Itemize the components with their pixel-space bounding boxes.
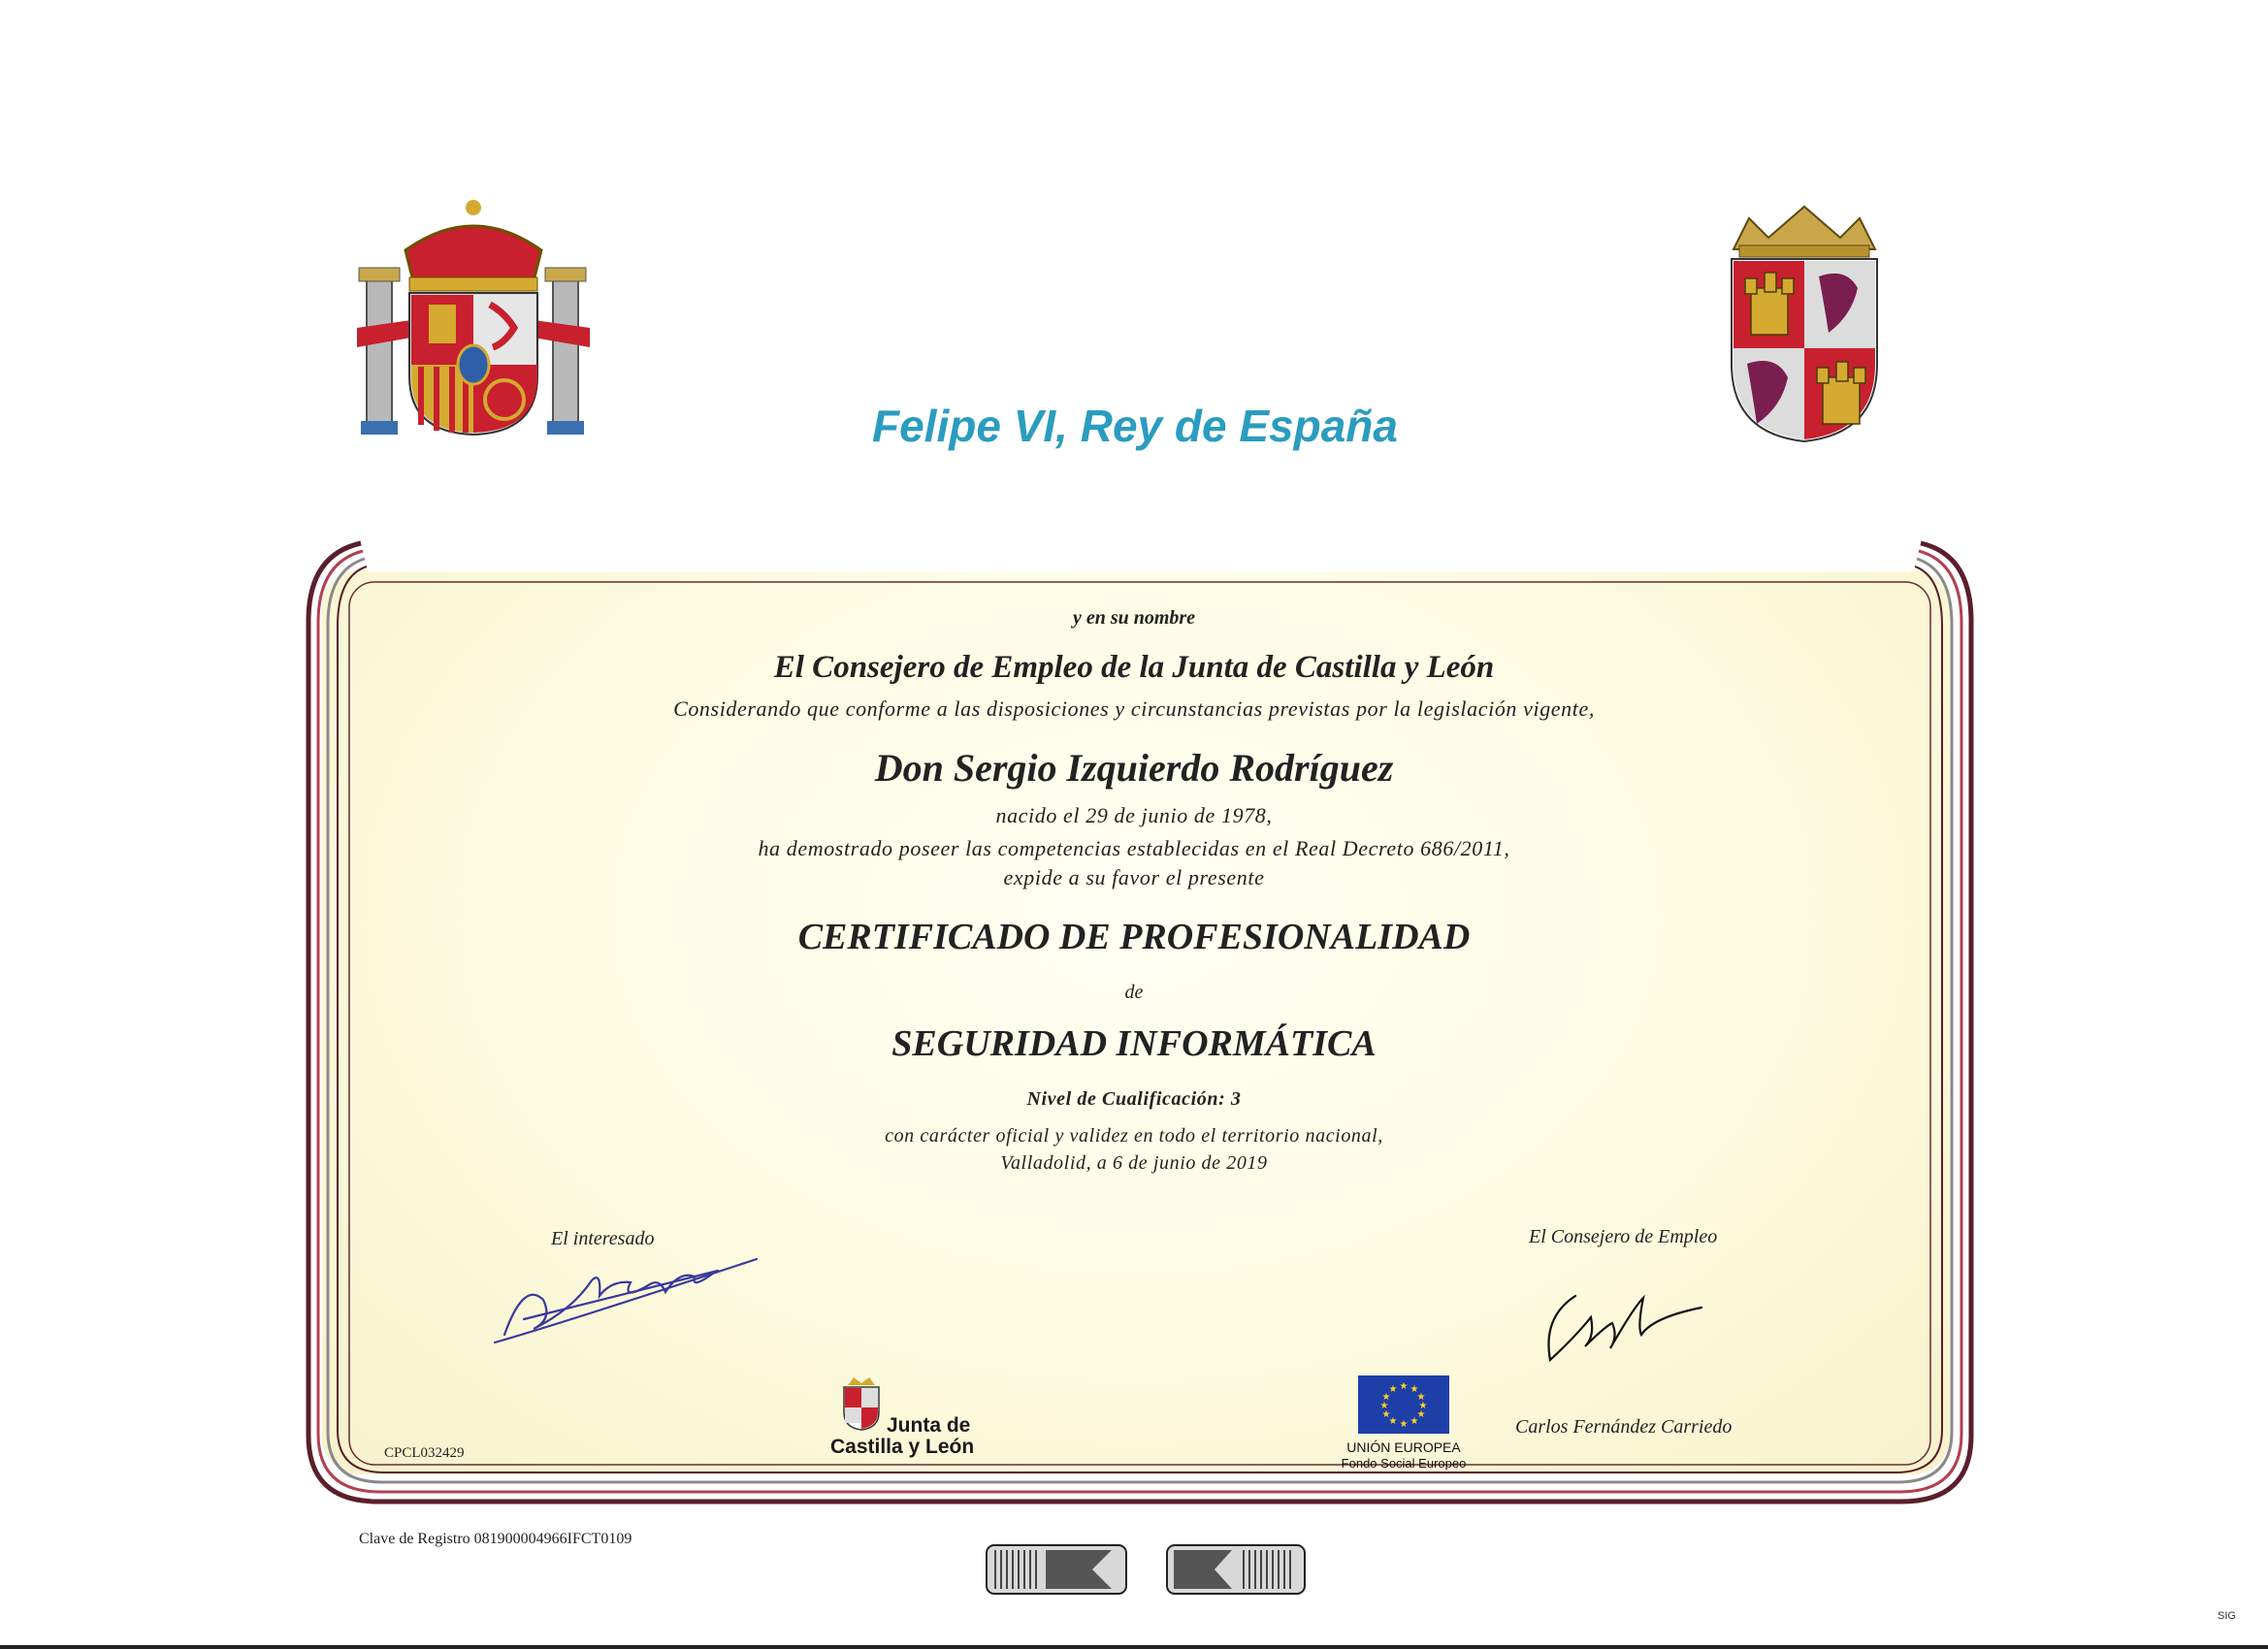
junta-logo-line1: Junta de bbox=[887, 1414, 971, 1437]
considering-text: Considerando que conforme a las disposiciones y circunstancias previstas por la legislación vigente, bbox=[673, 696, 1595, 721]
interesado-signature bbox=[485, 1242, 766, 1348]
svg-text:★: ★ bbox=[1381, 1392, 1391, 1403]
left-signature-label: El interesado bbox=[551, 1228, 655, 1249]
right-signature-label: El Consejero de Empleo bbox=[1529, 1226, 1718, 1247]
junta-logo-line2: Castilla y León bbox=[830, 1436, 975, 1458]
validity-text: con carácter oficial y validez en todo el territorio nacional, bbox=[885, 1125, 1383, 1147]
registry-key: Clave de Registro 081900004966IFCT0109 bbox=[359, 1531, 632, 1547]
certificate-code: CPCL032429 bbox=[384, 1445, 465, 1461]
authority-text: El Consejero de Empleo de la Junta de Castilla y León bbox=[773, 650, 1495, 685]
scan-edge bbox=[0, 1645, 2268, 1649]
eu-logo-line2: Fondo Social Europeo bbox=[1341, 1456, 1467, 1471]
svg-text:★: ★ bbox=[1409, 1384, 1419, 1395]
intro-text: y en su nombre bbox=[1072, 607, 1196, 629]
royal-heading: Felipe VI, Rey de España bbox=[872, 401, 1398, 451]
birth-text: nacido el 29 de junio de 1978, bbox=[995, 803, 1273, 827]
consejero-signature bbox=[1537, 1278, 1711, 1375]
svg-text:★: ★ bbox=[1416, 1392, 1426, 1403]
issues-text: expide a su favor el presente bbox=[1003, 865, 1265, 889]
corner-mark: SIG bbox=[2218, 1610, 2236, 1622]
svg-text:★: ★ bbox=[1399, 1381, 1409, 1392]
svg-text:★: ★ bbox=[1381, 1409, 1391, 1420]
de-text: de bbox=[1124, 982, 1144, 1003]
svg-text:★: ★ bbox=[1388, 1384, 1398, 1395]
competences-text: ha demostrado poseer las competencias establecidas en el Real Decreto 686/2011, bbox=[758, 836, 1510, 860]
eu-logo-line1: UNIÓN EUROPEA bbox=[1346, 1439, 1461, 1455]
castilla-leon-coat-of-arms-icon bbox=[1722, 199, 1887, 446]
junta-shield-icon bbox=[840, 1375, 883, 1432]
svg-text:★: ★ bbox=[1399, 1419, 1409, 1430]
security-hologram-right bbox=[1166, 1544, 1306, 1595]
specialty-title: SEGURIDAD INFORMÁTICA bbox=[891, 1023, 1377, 1064]
level-text: Nivel de Cualificación: 3 bbox=[1026, 1088, 1242, 1110]
certificate-title: CERTIFICADO DE PROFESIONALIDAD bbox=[797, 917, 1471, 957]
svg-text:★: ★ bbox=[1409, 1416, 1419, 1427]
holder-name: Don Sergio Izquierdo Rodríguez bbox=[874, 746, 1394, 790]
svg-text:★: ★ bbox=[1418, 1401, 1428, 1411]
spain-coat-of-arms-icon bbox=[349, 192, 601, 444]
eu-flag-icon bbox=[1358, 1375, 1449, 1434]
consejero-name: Carlos Fernández Carriedo bbox=[1515, 1416, 1733, 1438]
svg-text:★: ★ bbox=[1416, 1409, 1426, 1420]
security-hologram-left bbox=[986, 1544, 1127, 1595]
place-date-text: Valladolid, a 6 de junio de 2019 bbox=[1000, 1152, 1268, 1174]
svg-text:★: ★ bbox=[1379, 1401, 1389, 1411]
svg-text:★: ★ bbox=[1388, 1416, 1398, 1427]
